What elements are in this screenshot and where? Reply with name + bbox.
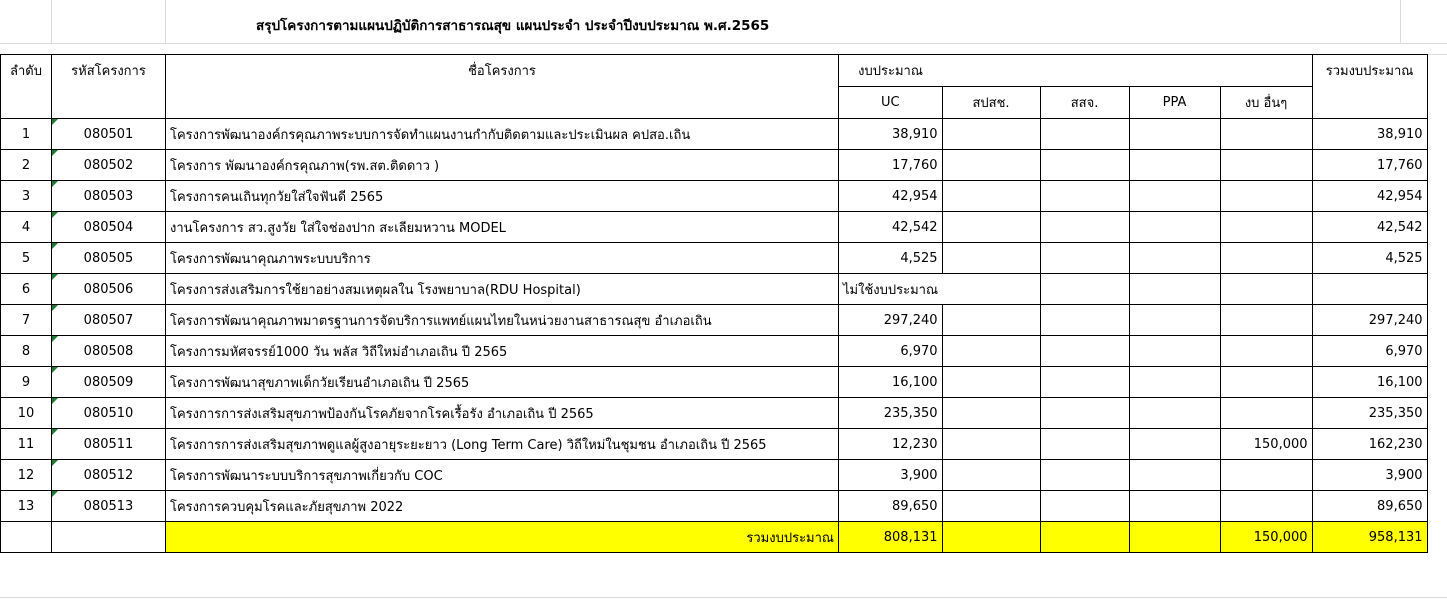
cell-name[interactable]: โครงการพัฒนาระบบบริการสุขภาพเกี่ยวกับ COC	[166, 460, 839, 491]
table-row	[1, 119, 1428, 150]
table-row	[1, 181, 1428, 212]
cell-name[interactable]: โครงการควบคุมโรคและภัยสุขภาพ 2022	[166, 491, 839, 522]
cell-ssj[interactable]	[1040, 367, 1129, 398]
cell-sps[interactable]	[942, 274, 1040, 305]
cell-code[interactable]: 080507	[52, 305, 166, 336]
cell-ssj[interactable]	[1040, 305, 1129, 336]
cell-total[interactable]: 38,910	[1312, 119, 1427, 150]
cell-total[interactable]: 3,900	[1312, 460, 1427, 491]
cell-no[interactable]: 2	[1, 150, 52, 181]
table-row	[1, 243, 1428, 274]
cell-ssj[interactable]	[1040, 336, 1129, 367]
header-budget-span-3[interactable]	[1129, 55, 1220, 87]
table-row	[1, 150, 1428, 181]
header-ssj[interactable]: สสจ.	[1040, 87, 1129, 119]
cell-name[interactable]: โครงการส่งเสริมการใช้ยาอย่างสมเหตุผลใน โรงพยาบาล(RDU Hospital)	[166, 274, 839, 305]
cell-other[interactable]	[1220, 398, 1312, 429]
cell-ppa[interactable]	[1129, 119, 1220, 150]
header-row-2	[1, 87, 1428, 119]
cell-uc[interactable]: 6,970	[839, 336, 943, 367]
cell-uc[interactable]: 3,900	[839, 460, 943, 491]
cell-other[interactable]	[1220, 243, 1312, 274]
cell-name[interactable]: โครงการคนเถินทุกวัยใส่ใจฟันดี 2565	[166, 181, 839, 212]
cell-ppa[interactable]	[1129, 460, 1220, 491]
cell-ppa[interactable]	[1129, 336, 1220, 367]
cell-uc[interactable]: 16,100	[839, 367, 943, 398]
cell-no[interactable]: 10	[1, 398, 52, 429]
cell-sps[interactable]	[942, 367, 1040, 398]
cell-other[interactable]	[1220, 274, 1312, 305]
cell-name[interactable]: โครงการพัฒนาคุณภาพมาตรฐานการจัดบริการแพทย์แผนไทยในหน่วยงานสาธารณสุข อำเภอเถิน	[166, 305, 839, 336]
cell-ppa[interactable]	[1129, 150, 1220, 181]
cell-uc[interactable]: 297,240	[839, 305, 943, 336]
cell-uc[interactable]: 42,954	[839, 181, 943, 212]
cell-code[interactable]: 080506	[52, 274, 166, 305]
cell-total[interactable]: 162,230	[1312, 429, 1427, 460]
cell-total[interactable]	[1312, 274, 1427, 305]
summary-ppa[interactable]	[1129, 522, 1220, 553]
cell-no[interactable]: 6	[1, 274, 52, 305]
cell-no[interactable]: 8	[1, 336, 52, 367]
header-budget[interactable]	[839, 55, 943, 87]
table-row	[1, 274, 1428, 305]
cell-other[interactable]	[1220, 367, 1312, 398]
cell-code[interactable]: 080505	[52, 243, 166, 274]
header-name[interactable]: ชื่อโครงการ	[166, 55, 839, 87]
cell-no[interactable]: 4	[1, 212, 52, 243]
cell-no[interactable]: 1	[1, 119, 52, 150]
cell-no[interactable]: 5	[1, 243, 52, 274]
table-row	[1, 429, 1428, 460]
cell-uc[interactable]: 12,230	[839, 429, 943, 460]
cell-sps[interactable]	[942, 305, 1040, 336]
summary-sps[interactable]	[942, 522, 1040, 553]
table-row	[1, 305, 1428, 336]
cell-ssj[interactable]	[1040, 491, 1129, 522]
cell-uc[interactable]: 42,542	[839, 212, 943, 243]
cell-name[interactable]: โครงการมหัศจรรย์1000 วัน พลัส วิถีใหม่อำเภอเถิน ปี 2565	[166, 336, 839, 367]
cell-ppa[interactable]	[1129, 212, 1220, 243]
cell-ssj[interactable]	[1040, 181, 1129, 212]
header-code-cont[interactable]	[52, 87, 166, 119]
cell-sps[interactable]	[942, 336, 1040, 367]
cell-total[interactable]: 235,350	[1312, 398, 1427, 429]
cell-total[interactable]: 17,760	[1312, 150, 1427, 181]
cell-sps[interactable]	[942, 460, 1040, 491]
cell-other[interactable]	[1220, 212, 1312, 243]
cell-sps[interactable]	[942, 243, 1040, 274]
summary-total[interactable]: 958,131	[1312, 522, 1427, 553]
cell-name[interactable]: โครงการพัฒนาสุขภาพเด็กวัยเรียนอำเภอเถิน ปี 2565	[166, 367, 839, 398]
cell-no[interactable]: 3	[1, 181, 52, 212]
cell-ssj[interactable]	[1040, 429, 1129, 460]
summary-blank-code[interactable]	[52, 522, 166, 553]
cell-code[interactable]: 080504	[52, 212, 166, 243]
cell-ssj[interactable]	[1040, 212, 1129, 243]
header-sps[interactable]: สปสช.	[942, 87, 1040, 119]
table-row	[1, 398, 1428, 429]
header-budget-span-2[interactable]	[1040, 55, 1129, 87]
cell-no[interactable]: 13	[1, 491, 52, 522]
cell-uc[interactable]: 235,350	[839, 398, 943, 429]
cell-no[interactable]: 7	[1, 305, 52, 336]
cell-name[interactable]: โครงการพัฒนาองค์กรคุณภาพระบบการจัดทำแผนงานกำกับติดตามและประเมินผล คปสอ.เถิน	[166, 119, 839, 150]
cell-total[interactable]: 16,100	[1312, 367, 1427, 398]
cell-code[interactable]: 080512	[52, 460, 166, 491]
cell-name[interactable]: โครงการการส่งเสริมสุขภาพดูแลผู้สูงอายุระยะยาว (Long Term Care) วิถีใหม่ในชุมชน อำเภอเถิน ปี 2565	[166, 429, 839, 460]
summary-blank-no[interactable]	[1, 522, 52, 553]
cell-ppa[interactable]	[1129, 491, 1220, 522]
cell-name[interactable]: โครงการการส่งเสริมสุขภาพป้องกันโรคภัยจากโรคเรื้อรัง อำเภอเถิน ปี 2565	[166, 398, 839, 429]
cell-sps[interactable]	[942, 181, 1040, 212]
cell-no[interactable]: 9	[1, 367, 52, 398]
cell-ssj[interactable]	[1040, 274, 1129, 305]
cell-other[interactable]	[1220, 336, 1312, 367]
cell-total[interactable]: 6,970	[1312, 336, 1427, 367]
cell-other[interactable]	[1220, 119, 1312, 150]
table-row	[1, 212, 1428, 243]
cell-sps[interactable]	[942, 429, 1040, 460]
cell-ppa[interactable]	[1129, 398, 1220, 429]
cell-uc[interactable]: 89,650	[839, 491, 943, 522]
cell-code[interactable]: 080508	[52, 336, 166, 367]
cell-ppa[interactable]	[1129, 367, 1220, 398]
cell-other[interactable]	[1220, 460, 1312, 491]
cell-total[interactable]: 297,240	[1312, 305, 1427, 336]
cell-ssj[interactable]	[1040, 398, 1129, 429]
cell-total[interactable]: 42,954	[1312, 181, 1427, 212]
table-row	[1, 491, 1428, 522]
cell-code[interactable]: 080509	[52, 367, 166, 398]
cell-total[interactable]: 42,542	[1312, 212, 1427, 243]
header-uc[interactable]: UC	[839, 87, 943, 119]
sheet-title: สรุปโครงการตามแผนปฏิบัติการสาธารณสุข แผนประจำ ประจำปีงบประมาณ พ.ศ.2565	[256, 18, 770, 34]
cell-ssj[interactable]	[1040, 243, 1129, 274]
summary-uc[interactable]: 808,131	[839, 522, 943, 553]
header-total-cont[interactable]	[1312, 87, 1427, 119]
table-row	[1, 336, 1428, 367]
cell-other[interactable]	[1220, 181, 1312, 212]
cell-ppa[interactable]	[1129, 305, 1220, 336]
header-budget-label: งบประมาณ	[858, 64, 923, 79]
cell-sps[interactable]	[942, 398, 1040, 429]
cell-ssj[interactable]	[1040, 119, 1129, 150]
header-row-1	[1, 55, 1428, 87]
header-ppa[interactable]: PPA	[1129, 87, 1220, 119]
cell-uc[interactable]: 17,760	[839, 150, 943, 181]
empty-rows	[0, 567, 1447, 603]
cell-ssj[interactable]	[1040, 460, 1129, 491]
cell-other[interactable]: 150,000	[1220, 429, 1312, 460]
table-row	[1, 367, 1428, 398]
cell-no[interactable]: 11	[1, 429, 52, 460]
header-other[interactable]: งบ อื่นๆ	[1220, 87, 1312, 119]
cell-name[interactable]: งานโครงการ สว.สูงวัย ใส่ใจช่องปาก สะเลียมหวาน MODEL	[166, 212, 839, 243]
cell-uc[interactable]: 4,525	[839, 243, 943, 274]
header-no[interactable]: ลำดับ	[1, 55, 52, 87]
title-row	[0, 0, 1447, 44]
header-no-cont[interactable]	[1, 87, 52, 119]
cell-other[interactable]	[1220, 150, 1312, 181]
header-total[interactable]: รวมงบประมาณ	[1312, 55, 1427, 87]
cell-sps[interactable]	[942, 491, 1040, 522]
cell-ppa[interactable]	[1129, 243, 1220, 274]
cell-total[interactable]: 4,525	[1312, 243, 1427, 274]
cell-other[interactable]	[1220, 491, 1312, 522]
cell-code[interactable]: 080502	[52, 150, 166, 181]
cell-other[interactable]	[1220, 305, 1312, 336]
summary-ssj[interactable]	[1040, 522, 1129, 553]
cell-ppa[interactable]	[1129, 181, 1220, 212]
cell-ssj[interactable]	[1040, 150, 1129, 181]
summary-row	[1, 522, 1428, 553]
cell-code[interactable]: 080510	[52, 398, 166, 429]
cell-sps[interactable]	[942, 150, 1040, 181]
cell-ppa[interactable]	[1129, 274, 1220, 305]
cell-code[interactable]: 080511	[52, 429, 166, 460]
cell-ppa[interactable]	[1129, 429, 1220, 460]
cell-code[interactable]: 080503	[52, 181, 166, 212]
header-budget-span-1[interactable]	[942, 55, 1040, 87]
cell-code[interactable]: 080501	[52, 119, 166, 150]
table-row	[1, 460, 1428, 491]
summary-label[interactable]: รวมงบประมาณ	[166, 522, 839, 553]
header-budget-span-4[interactable]	[1220, 55, 1312, 87]
header-name-cont[interactable]	[166, 87, 839, 119]
cell-sps[interactable]	[942, 119, 1040, 150]
cell-name[interactable]: โครงการพัฒนาคุณภาพระบบบริการ	[166, 243, 839, 274]
cell-sps[interactable]	[942, 212, 1040, 243]
cell-total[interactable]: 89,650	[1312, 491, 1427, 522]
cell-uc[interactable]: 38,910	[839, 119, 943, 150]
cell-uc-note[interactable]: ไม่ใช้งบประมาณ	[839, 274, 943, 305]
header-code[interactable]: รหัสโครงการ	[52, 55, 166, 87]
cell-code[interactable]: 080513	[52, 491, 166, 522]
summary-other[interactable]: 150,000	[1220, 522, 1312, 553]
cell-name[interactable]: โครงการ พัฒนาองค์กรคุณภาพ(รพ.สต.ติดดาว )	[166, 150, 839, 181]
project-table	[0, 54, 1428, 553]
cell-no[interactable]: 12	[1, 460, 52, 491]
